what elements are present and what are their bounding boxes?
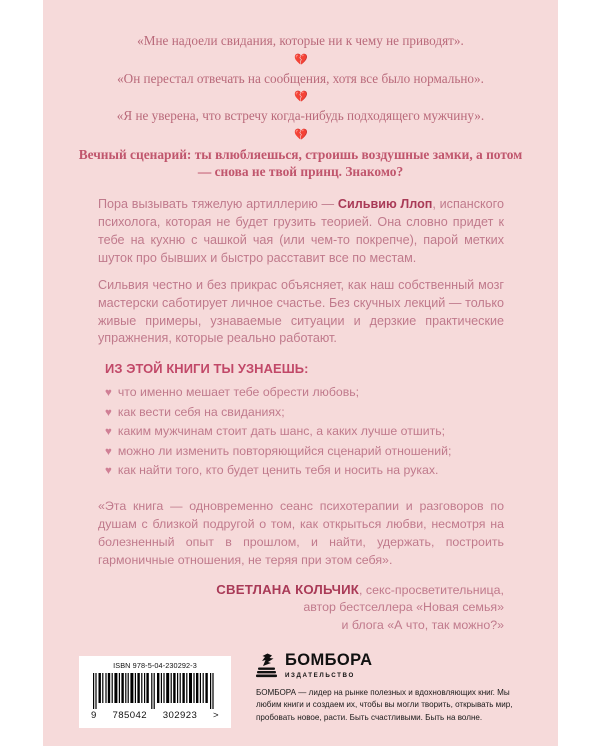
heart-icon: ♥ xyxy=(105,406,112,419)
publisher-description: БОМБОРА — лидер на рынке полезных и вдохновляющих книг. Мы любим книги и создаем их, чтобы вы могли творить, открывать мир, пробовать новое, расти. Быть счастливыми. Быть на волне. xyxy=(256,688,513,722)
list-item-label: как вести себя на свиданиях; xyxy=(117,404,285,419)
list-item xyxy=(105,442,504,461)
broken-heart-icon: 💔 xyxy=(294,53,307,66)
headline-text: Вечный сценарий: ты влюбляешься, строишь воздушные замки, а потом — снова не твой принц. Знакомо? xyxy=(78,146,523,179)
attribution-line-2: автор бестселлера «Новая семья» xyxy=(303,600,504,615)
list-item-label: что именно мешает тебе обрести любовь; xyxy=(117,385,360,400)
paragraph-1-before: Пора вызывать тяжелую артиллерию — xyxy=(98,197,338,212)
paragraph-1 xyxy=(98,196,504,268)
author-name-highlight: Сильвию Ллоп xyxy=(337,197,433,212)
isbn-label: ISBN 978-5-04-230292-3 xyxy=(113,661,197,670)
body-paragraphs xyxy=(98,196,504,348)
attribution-line-3: и блога «А что, так можно?» xyxy=(341,617,504,632)
broken-heart-icon: 💔 xyxy=(294,91,307,103)
quote-line-3: «Я не уверена, что встречу когда-нибудь подходящего мужчину». xyxy=(116,108,485,123)
barcode-bars-icon xyxy=(93,673,217,709)
endorsement-quote: «Эта книга — одновременно сеанс психотерапии и разговоров по душам с близкой подругой о том, как открыться любви, несмотря на болезненный опыт в прошлом, и найти, удержать, построить гармоничные отношения, не теряя при этом себя». xyxy=(98,498,504,567)
heart-icon: ♥ xyxy=(105,445,112,458)
publisher-block xyxy=(256,652,546,724)
list-item-label: можно ли изменить повторяющийся сценарий отношений; xyxy=(117,443,452,458)
cover-footer xyxy=(43,646,558,746)
ean-group-2: 302923 xyxy=(162,710,198,721)
bombora-logo-icon xyxy=(256,653,278,679)
barcode-block xyxy=(79,656,231,728)
publisher-name: БОМБОРА xyxy=(285,651,373,669)
quote-line-2: «Он перестал отвечать на сообщения, хотя все было нормально». xyxy=(117,70,484,86)
list-item xyxy=(105,422,504,441)
endorser-role: , секс-просветительница, xyxy=(359,582,504,597)
heart-icon: ♥ xyxy=(105,387,112,400)
publisher-subtitle: ИЗДАТЕЛЬСТВО xyxy=(285,672,355,679)
ean-group-1: 785042 xyxy=(112,710,147,721)
heart-icon: ♥ xyxy=(105,465,112,478)
quotes-block xyxy=(43,0,558,141)
publisher-logo-row xyxy=(256,652,546,679)
ean-left-digit: 9 xyxy=(91,710,97,721)
ean-digits xyxy=(79,710,231,721)
list-item xyxy=(105,403,504,422)
learn-list-block xyxy=(105,361,504,480)
heart-icon: ♥ xyxy=(105,426,112,439)
ean-right-marker: > xyxy=(212,710,219,721)
quote-line-1: «Мне надоели свидания, которые ни к чему не приводят». xyxy=(137,33,464,48)
endorsement-attribution xyxy=(98,581,504,635)
endorser-name: СВЕТЛАНА КОЛЬЧИК xyxy=(216,581,360,597)
paragraph-1-after: , испанского психолога, которая не будет грузить теорией. Она словно придет к тебе на кухню с чашкой чая (или чем-то покрепче), парой метких шуток про бывших и быстро расставит все по местам. xyxy=(98,197,504,265)
book-back-cover xyxy=(43,0,558,746)
list-item xyxy=(105,461,504,480)
list-item-label: каким мужчинам стоит дать шанс, а каких лучше отшить; xyxy=(117,424,446,439)
attribution-line-1 xyxy=(98,581,504,600)
paragraph-2: Сильвия честно и без прикрас объясняет, как наш собственный мозг мастерски саботирует личное счастье. Без скучных лекций — только живые примеры, узнаваемые ситуации и дерзкие практические упражнения, которые реально работают. xyxy=(98,277,504,346)
list-item xyxy=(105,383,504,402)
broken-heart-icon: 💔 xyxy=(294,128,307,141)
list-item-label: как найти того, кто будет ценить тебя и носить на руках. xyxy=(117,463,439,478)
publisher-names xyxy=(285,652,372,679)
learn-list-title: ИЗ ЭТОЙ КНИГИ ТЫ УЗНАЕШЬ: xyxy=(105,361,309,377)
